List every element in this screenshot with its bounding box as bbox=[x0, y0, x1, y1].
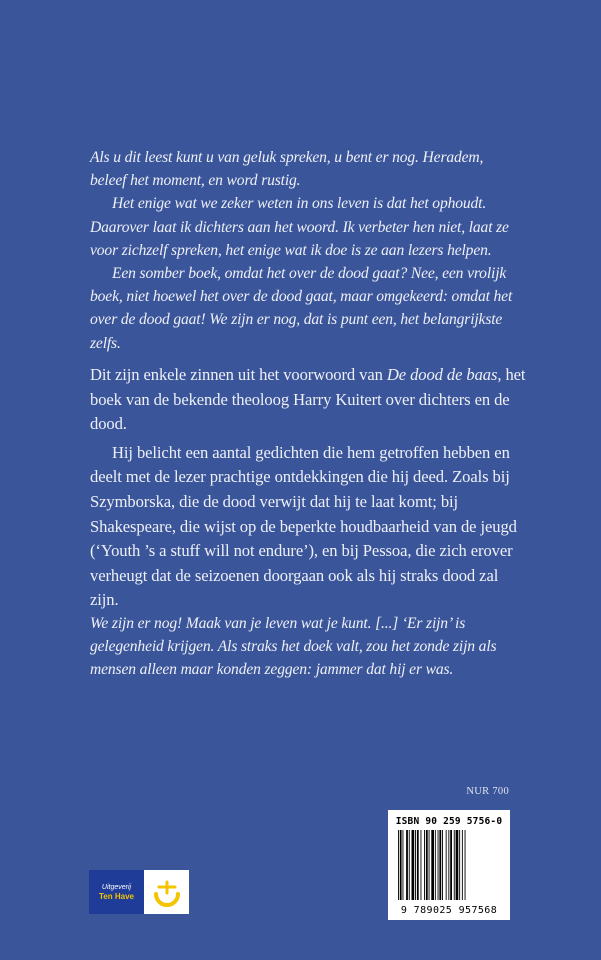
blurb-paragraph-1 bbox=[90, 363, 528, 437]
isbn-barcode bbox=[388, 810, 510, 920]
blurb-paragraph-1-end: , het boek van de bekende theoloog Harry Kuitert over dichters en de dood. bbox=[90, 365, 526, 434]
publisher-label: Uitgeverij bbox=[101, 883, 132, 891]
publisher-emblem bbox=[144, 870, 189, 914]
book-title: De dood de baas bbox=[386, 365, 498, 384]
intro-quote bbox=[90, 146, 518, 355]
publisher-emblem-icon bbox=[152, 877, 182, 907]
publisher-name: Ten Have bbox=[99, 891, 134, 901]
isbn-number: ISBN 90 259 5756-0 bbox=[395, 816, 503, 827]
blurb-paragraph-2: Hij belicht een aantal gedichten die hem getroffen hebben en deelt met de lezer prachtige ontdekkingen die hij deed. Zoals bij Szymborska, die de dood verwijt dat hij te laat komt; bij Shakespeare, die wijst op de beperkte houdbaarheid van de jeugd (‘Youth ’s a stuff will not endure’), en bij Pessoa, die zich erover verheugt dat de seizoenen doorgaan ook als hij straks dood zal zijn. bbox=[90, 442, 517, 610]
nur-code: NUR 700 bbox=[466, 786, 509, 797]
intro-quote-paragraph-1: Als u dit leest kunt u van geluk spreken, u bent er nog. Heradem, beleef het moment, en word rustig. bbox=[90, 149, 484, 190]
closing-quote bbox=[90, 612, 518, 682]
intro-quote-paragraph-2: Het enige wat we zeker weten in ons leven is dat het ophoudt. Daarover laat ik dichters aan het woord. Ik verbeter hen niet, laat ze voor zichzelf spreken, het enige wat ik doe is ze aan lezers helpen. bbox=[90, 195, 509, 259]
blurb-paragraph-1-start: Dit zijn enkele zinnen uit het voorwoord van bbox=[90, 365, 387, 384]
closing-quote-text: We zijn er nog! Maak van je leven wat je kunt. [...] ‘Er zijn’ is gelegenheid krijgen. Als straks het doek valt, zou het zonde zijn als mensen alleen maar konden zeggen: jammer dat hij er was. bbox=[90, 615, 497, 679]
barcode-digits: 9 789025 957568 bbox=[400, 905, 498, 916]
publisher-logo bbox=[89, 870, 189, 914]
blurb-text bbox=[90, 363, 528, 613]
publisher-name-block bbox=[89, 870, 144, 914]
barcode-bars bbox=[398, 830, 500, 900]
intro-quote-paragraph-3: Een somber boek, omdat het over de dood gaat? Nee, een vrolijk boek, niet hoewel het over de dood gaat, maar omgekeerd: omdat het over de dood gaat! We zijn er nog, dat is punt een, het belangrijkste zelfs. bbox=[90, 265, 513, 352]
